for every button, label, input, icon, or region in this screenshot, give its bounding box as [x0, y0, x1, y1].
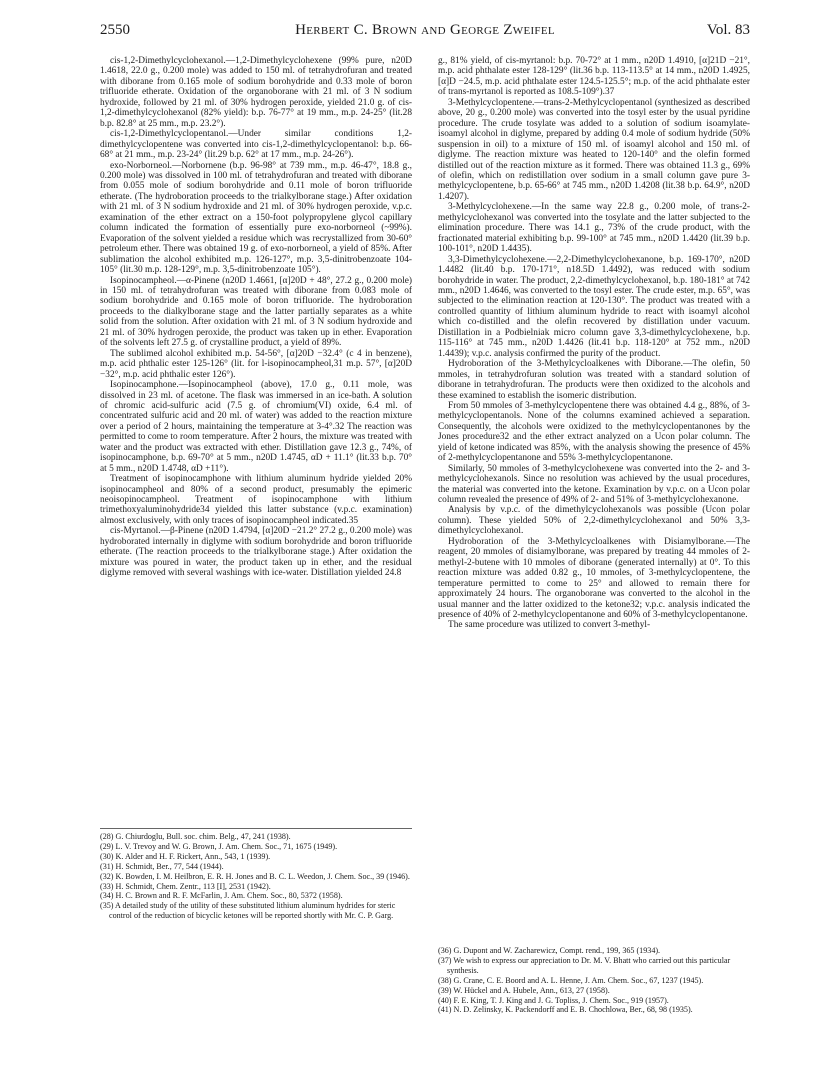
footnote-33: (33) H. Schmidt, Chem. Zentr., 113 [I], 2531 (1942). [100, 881, 271, 891]
paragraph-exo-norborneol: exo-Norborneol.—Norbornene (b.p. 96-98° at 739 mm., m.p. 46-47°, 18.8 g., 0.200 mole) was dissolved in 100 ml. of tetrahydrofuran and treated with diborane from 0.055 mole of sodium borohydride and 0.11 mole of boron trifluoride etherate. (The hydroboration proceeds to the trialkylborane stage.) After oxidation with 21 ml. of 3 N sodium hydroxide and 21 ml. of 30% hydrogen peroxide, v.p.c. examination of the ether extract on a 150-foot polypropylene glycol capillary column indicated the formation of essentially pure exo-norborneol (~99%). Evaporation of the solvent yielded a residue which was recrystallized from 30-60° petroleum ether. There was obtained 19 g. of exo-norborneol, a yield of 85%. After sublimation the alcohol exhibited m.p. 126-127°, m.p. 3,5-dinitrobenzoate 104-105° (lit.30 m.p. 128-129°, m.p. 3,5-dinitrobenzoate 105°). [100, 160, 412, 276]
footnotes-right [438, 946, 750, 1015]
footnote-38: (38) G. Crane, C. E. Boord and A. L. Henne, J. Am. Chem. Soc., 67, 1237 (1945). [438, 975, 704, 985]
paragraph-hydroboration-disiamylborane: Hydroboration of the 3-Methylcycloalkenes with Disiamylborane.—The reagent, 20 mmoles of disiamylborane, was prepared by treating 44 mmoles of 2-methyl-2-butene with 10 mmoles of diborane (generated internally) at 0°. To this reaction mixture was added 0.82 g., 10 mmoles, of 3-methylcyclopentene, the temperature permitted to come to 25° and allowed to remain there for approximately 24 hours. The organoborane was converted to the alcohol in the usual manner and the latter oxidized to the ketone32; v.p.c. analysis indicated the presence of 40% of 2-methylcyclopentanone and 60% of 3-methylcyclopentanone. [438, 536, 750, 621]
paragraph-methylcyclopentanols: From 50 mmoles of 3-methylcyclopentene there was obtained 4.4 g., 88%, of 3-methylcyclopentanols. None of the columns examined achieved a separation. Consequently, the alcohols were oxidized to the methylcyclopentanones by the Jones procedure32 and the ether extract analyzed on a Ucon polar column. The yield of ketone indicated was 85%, with the analysis showing the presence of 45% of 2-methylcyclopentanone and 55% 3-methylcyclopentanone. [438, 400, 750, 464]
footnote-32: (32) K. Bowden, I. M. Heilbron, E. R. H. Jones and B. C. L. Weedon, J. Chem. Soc., 39 (1946). [100, 871, 410, 881]
paragraph-cis-myrtanol: cis-Myrtanol.—β-Pinene (n20D 1.4794, [α]20D −21.2° 27.2 g., 0.200 mole) was hydroborated internally in diglyme with sodium borohydride and boron trifluoride etherate. (The reaction proceeds to the trialkylborane stage.) After oxidation the mixture was poured in water, the product taken up in ether, and the residual diglyme removed with several washings with ice-water. Distillation yielded 24.8 [100, 526, 412, 579]
left-column [100, 56, 412, 818]
footnote-37: (37) We wish to express our appreciation to Dr. M. V. Bhatt who carried out this particular synthesis. [438, 955, 731, 975]
footnote-28: (28) G. Chiurdoglu, Bull. soc. chim. Belg., 47, 241 (1938). [100, 832, 291, 841]
running-head-authors: Herbert C. Brown and George Zweifel [295, 22, 555, 38]
paragraph-3-3-dimethylcyclohexene: 3,3-Dimethylcyclohexene.—2,2-Dimethylcyclohexanone, b.p. 169-170°, n20D 1.4482 (lit.40 b.p. 170-171°, n18.5D 1.4492), was reduced with sodium borohydride in water. The product, 2,2-dimethylcyclohexanol, b.p. 180-181° at 742 mm., n20D 1.4646, was converted to the tosyl ester. The crude ester, m.p. 65°, was subjected to the elimination reaction at 120-130°. The product was treated with a controlled quantity of lithium aluminum hydride to react with isoamyl alcohol which co-distilled and the olefin recovered by distillation under vacuum. Distillation in a Podbielniak micro column gave 3,3-dimethylcyclohexene, b.p. 115-116° at 745 mm., n20D 1.4426 (lit.41 b.p. 118-120° at 752 mm., n20D 1.4439); v.p.c. analysis confirmed the purity of the product. [438, 254, 750, 359]
footnote-36: (36) G. Dupont and W. Zacharewicz, Compt. rend., 199, 365 (1934). [438, 946, 661, 955]
paragraph-methylcyclohexanols: Similarly, 50 mmoles of 3-methylcyclohexene was converted into the 2- and 3-methylcyclohexanols. Since no resolution was achieved by the usual procedures, the material was converted into the ketone. Examination by v.p.c. on a Ucon polar column revealed the presence of 49% of 2- and 51% of 3-methylcyclohexanone. [438, 463, 750, 506]
right-column [438, 56, 750, 944]
paragraph-isopinocampheol: Isopinocampheol.—α-Pinene (n20D 1.4661, [α]20D + 48°, 27.2 g., 0.200 mole) in 150 ml. of tetrahydrofuran was treated with diborane from 0.083 mole of sodium borohydride and 0.165 mole of boron trifluoride. The hydroboration proceeds to the dialkylborane stage and the latter partially separates as a white solid from the solution. After oxidation with 21 ml. of 3 N sodium hydroxide and 21 ml. of 30% hydrogen peroxide, the product was taken up in ether. Evaporation of the solvents left 27.5 g. of crystalline product, a yield of 89%. [100, 275, 412, 349]
paragraph-lah-treatment: Treatment of isopinocamphone with lithium aluminum hydride yielded 20% isopinocampheol and 80% of a second product, presumably the epimeric neoisopinocampheol. Treatment of isopinocamphone with lithium trimethoxyaluminohydride34 yielded this latter substance (v.p.c. examination) almost exclusively, with only traces of isopinocampheol indicated.35 [100, 474, 412, 526]
paragraph-dimethylcyclohexanols: Analysis by v.p.c. of the dimethylcyclohexanols was possible (Ucon polar column). These yielded 50% of 2,2-dimethylcyclohexanol and 50% 3,3-dimethylcyclohexanol. [438, 505, 750, 537]
paragraph-same-procedure: The same procedure was utilized to convert 3-methyl- [448, 620, 651, 631]
footnote-34: (34) H. C. Brown and R. F. McFarlin, J. Am. Chem. Soc., 80, 5372 (1958). [100, 891, 343, 901]
paragraph-sublimed-alcohol: The sublimed alcohol exhibited m.p. 54-56°, [α]20D −32.4° (c 4 in benzene), m.p. acid phthalic ester 125-126° (lit. for l-isopinocampheol,31 m.p. 57°, [α]20D −32°, m.p. acid phthalic ester 126°). [100, 348, 412, 380]
paragraph-3-methylcyclohexene: 3-Methylcyclohexene.—In the same way 22.8 g., 0.200 mole, of trans-2-methylcyclohexanol was converted into the tosylate and the latter subjected to the elimination procedure. There was 14.1 g., 73% of the crude product, with the fractionated material exhibiting b.p. 99-100° at 745 mm., n20D 1.4420 (lit.39 b.p. 100-101°, n20D 1.4435). [438, 202, 750, 255]
footnote-35: (35) A detailed study of the utility of these substituted lithium aluminum hydrides for steric control of the reduction of bicyclic ketones will be reported shortly with Mr. C. P. Garg. [100, 901, 396, 921]
paragraph-hydroboration-diborane: Hydroboration of the 3-Methylcycloalkenes with Diborane.—The olefin, 50 mmoles, in tetrahydrofuran solution was treated with a standard solution of diborane in tetrahydrofuran. The products were then oxidized to the alcohols and these examined to establish the isomeric distribution. [438, 359, 750, 401]
footnote-30: (30) K. Alder and H. F. Rickert, Ann., 543, 1 (1939). [100, 851, 271, 861]
page-number: 2550 [100, 22, 130, 38]
footnote-29: (29) L. V. Trevoy and W. G. Brown, J. Am. Chem. Soc., 71, 1675 (1949). [100, 841, 338, 851]
paragraph-isopinocamphone: Isopinocamphone.—Isopinocampheol (above), 17.0 g., 0.11 mole, was dissolved in 23 ml. of acetone. The flask was immersed in an ice-bath. A solution of chromic acid-sulfuric acid (7.5 g. of chromium(VI) oxide, 6.4 ml. of concentrated sulfuric acid and 20 ml. of water) was added to the reaction mixture over a period of 2 hours, maintaining the temperature at 3-4°.32 The reaction was permitted to come to room temperature. After 2 hours, the mixture was treated with water and the product was extracted with ether. Distillation gave 12.3 g., 74%, of isopinocamphone, b.p. 69-70° at 5 mm., n20D 1.4745, αD + 11.1° (lit.33 b.p. 70° at 5 mm., n20D 1.4748, αD +11°). [100, 380, 412, 474]
footnote-31: (31) H. Schmidt, Ber., 77, 544 (1944). [100, 861, 224, 871]
running-header [100, 22, 750, 40]
paragraph-cis-dimethylcyclopentanol: cis-1,2-Dimethylcyclopentanol.—Under similar conditions 1,2-dimethylcyclopentene was converted into cis-1,2-dimethylcyclopentanol: b.p. 66-68° at 21 mm., m.p. 23-24° (lit.29 b.p. 62° at 17 mm., m.p. 24-26°). [100, 129, 412, 161]
paragraph-cis-dimethylcyclohexanol: cis-1,2-Dimethylcyclohexanol.—1,2-Dimethylcyclohexene (99% pure, n20D 1.4618, 22.0 g., 0.200 mole) was added to 150 ml. of tetrahydrofuran and treated with diborane from 0.165 mole of sodium borohydride and 0.33 mole of boron trifluoride etherate. Oxidation of the organoborane with 21 ml. of 3 N sodium hydroxide, followed by 21 ml. of 30% hydrogen peroxide, yielded 21.0 g. of cis-1,2-dimethylcyclohexanol (82% yield): b.p. 76-77° at 19 mm., m.p. 24-25° (lit.28 b.p. 82.8° at 25 mm., m.p. 23.2°). [100, 56, 412, 129]
footnote-41: (41) N. D. Zelinsky, K. Packendorff and E. B. Chochlowa, Ber., 68, 98 (1935). [438, 1005, 693, 1015]
footnotes-left [100, 828, 412, 921]
paragraph-3-methylcyclopentene: 3-Methylcyclopentene.—trans-2-Methylcyclopentanol (synthesized as described above, 20 g., 0.200 mole) was converted into the tosyl ester by the usual pyridine procedure. The crude tosylate was added to a solution of sodium isoamylate-isoamyl alcohol in diglyme, prepared by adding 0.4 mole of sodium hydride (50% suspension in oil) to a mixture of 150 ml. of isoamyl alcohol and 150 ml. of diglyme. The reaction mixture was heated to 120-140° and the olefin formed distilled out of the reaction mixture as it formed. There was obtained 11.3 g., 69% of olefin, which on redistillation over sodium in a small column gave pure 3-methylcyclopentene, b.p. 65-66° at 745 mm., n20D 1.4208 (lit.38 b.p. 64.9°, n20D 1.4207). [438, 97, 750, 202]
footnote-39: (39) W. Hückel and A. Hubele, Ann., 613, 27 (1958). [438, 985, 610, 995]
volume-label: Vol. 83 [706, 22, 750, 38]
footnote-40: (40) F. E. King, T. J. King and J. G. Topliss, J. Chem. Soc., 919 (1957). [438, 995, 669, 1005]
paragraph-cis-myrtanol-continued: g., 81% yield, of cis-myrtanol: b.p. 70-72° at 1 mm., n20D 1.4910, [α]21D −21°, m.p. acid phthalate ester 128-129° (lit.36 b.p. 113-113.5° at 14 mm., n20D 1.4925, [α]D −24.5, m.p. acid phthalate ester 124.5-125.5°; m.p. of the acid phthalate ester of trans-myrtanol is reported as 108.5-109°).37 [438, 56, 750, 98]
